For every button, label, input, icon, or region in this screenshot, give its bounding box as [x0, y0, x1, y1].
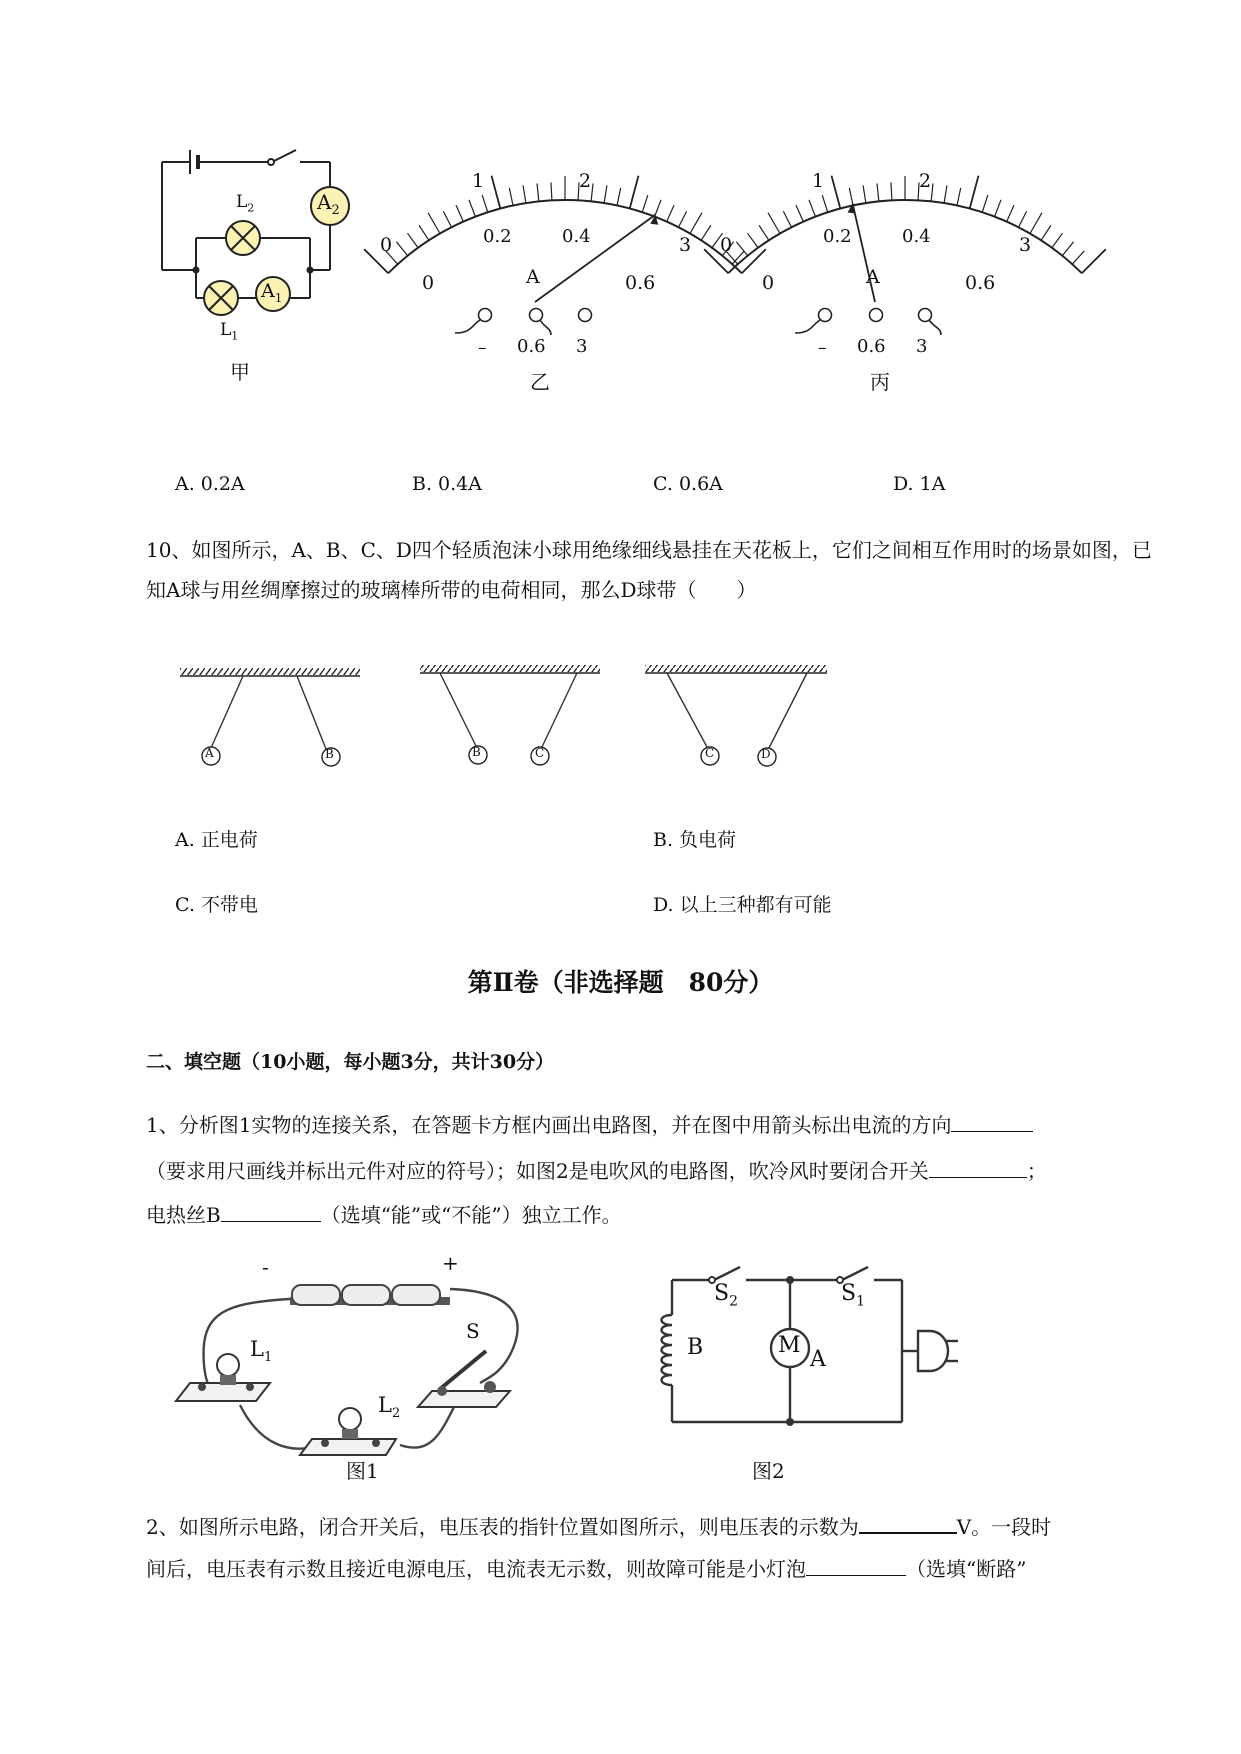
bing-tick-27 — [1052, 233, 1063, 248]
bing-terminal-0 — [819, 309, 832, 322]
bing-tick-10 — [831, 176, 840, 209]
fill-section-header: 二、填空题（10小题，每小题3分，共计30分） — [146, 1051, 555, 1073]
yi-bottom-04: 0.4 — [562, 226, 591, 247]
bing-tick-25 — [1030, 213, 1042, 234]
bing-tick-26 — [1041, 225, 1051, 240]
ball-label-d3: D — [761, 747, 771, 761]
lamp-l1-icon — [204, 281, 238, 315]
yi-terminal-06: 0.6 — [517, 336, 546, 357]
bing-top-3: 3 — [1019, 234, 1032, 256]
fig1-plus: + — [442, 1251, 459, 1275]
yi-terminal-1 — [530, 309, 543, 322]
yi-tick-4 — [419, 225, 429, 240]
bing-terminal-minus: – — [818, 338, 827, 358]
q9-option-d[interactable]: D. 1A — [893, 473, 946, 495]
yi-top-0: 0 — [380, 234, 393, 256]
q2-blank-1[interactable] — [859, 1510, 957, 1534]
yi-unit: A — [526, 266, 540, 288]
bing-terminal-3: 3 — [916, 336, 928, 357]
yi-bottom-02: 0.2 — [483, 226, 512, 247]
yi-terminal-2 — [579, 309, 592, 322]
bing-tick-21 — [982, 195, 988, 212]
bing-tick-4 — [759, 225, 769, 240]
yi-tick-21 — [642, 195, 648, 212]
bing-tick-12 — [863, 185, 866, 203]
q2-line2: 间后，电压表有示数且接近电源电压，电流表无示数，则故障可能是小灯泡 （选填“断路” — [146, 1553, 1026, 1584]
q1-line1: 1、分析图1实物的连接关系，在答题卡方框内画出电路图，并在图中用箭头标出电流的方向 — [146, 1109, 1033, 1140]
yi-tick-10 — [491, 176, 500, 209]
q10-option-d[interactable]: D. 以上三种都有可能 — [653, 894, 832, 916]
bing-tick-18 — [944, 185, 947, 203]
yi-tick-5 — [428, 213, 440, 234]
q2-blank-2[interactable] — [806, 1553, 906, 1576]
fig1-s: S — [466, 1319, 480, 1343]
fig1-l2: $L_2$ — [378, 1393, 401, 1422]
fig2-a: A — [810, 1347, 826, 1372]
lamp-l2-icon — [226, 221, 260, 255]
caption-fig1: 图1 — [346, 1459, 379, 1483]
q10-option-c[interactable]: C. 不带电 — [175, 894, 258, 916]
q10-option-b[interactable]: B. 负电荷 — [653, 829, 737, 851]
bing-terminal-06: 0.6 — [857, 336, 886, 357]
bing-tick-24 — [1018, 211, 1026, 227]
bing-terminal-1 — [870, 309, 883, 322]
fig2-m: M — [778, 1333, 801, 1358]
q2-line1: 2、如图所示电路，闭合开关后，电压表的指针位置如图所示，则电压表的示数为 V。一段时 — [146, 1510, 1051, 1542]
bing-bottom-04: 0.4 — [902, 226, 931, 247]
bing-bottom-06: 0.6 — [965, 272, 996, 294]
yi-tick-2 — [396, 242, 407, 256]
bing-tick-19 — [957, 188, 961, 206]
bing-tick-5 — [768, 213, 780, 234]
yi-bottom-0: 0 — [422, 272, 435, 294]
yi-top-2: 2 — [579, 170, 592, 192]
section2-title: 第Ⅱ卷（非选择题 80分） — [467, 968, 774, 997]
yi-tick-19 — [617, 188, 621, 206]
yi-tick-3 — [407, 233, 418, 248]
bing-top-0: 0 — [720, 234, 733, 256]
yi-tick-11 — [509, 188, 513, 206]
bing-tick-13 — [877, 183, 879, 201]
yi-terminal-minus: – — [478, 338, 487, 358]
bing-tick-20 — [970, 176, 979, 209]
yi-tick-29 — [732, 251, 744, 264]
bing-bottom-0: 0 — [762, 272, 775, 294]
q1-line2: （要求用尺画线并标出元件对应的符号）；如图2是电吹风的电路图，吹冷风时要闭合开关 ； — [146, 1155, 1047, 1186]
q9-option-c[interactable]: C. 0.6A — [653, 473, 723, 495]
bing-tick-8 — [809, 200, 815, 217]
yi-tick-17 — [591, 183, 593, 201]
bing-tick-23 — [1007, 205, 1014, 221]
yi-tick-12 — [523, 185, 526, 203]
yi-bottom-06: 0.6 — [625, 272, 656, 294]
yi-tick-18 — [604, 185, 607, 203]
l1-label: $L_1$ — [220, 320, 239, 343]
fig2-s1: $S_1$ — [841, 1281, 865, 1310]
ball-label-a1: A — [205, 746, 214, 760]
bing-tick-29 — [1072, 251, 1084, 264]
figure-bing-ammeter — [720, 150, 1105, 430]
yi-tick-14 — [551, 182, 552, 200]
yi-tick-24 — [678, 211, 686, 227]
yi-wire-06 — [540, 320, 551, 335]
yi-tick-8 — [469, 200, 475, 217]
fig1-l1: $L_1$ — [250, 1337, 273, 1366]
fig2-b: B — [687, 1335, 704, 1360]
yi-terminal-3: 3 — [576, 336, 588, 357]
a2-label: $A_2$ — [317, 190, 340, 218]
caption-jia: 甲 — [230, 360, 250, 384]
caption-yi: 乙 — [530, 370, 550, 394]
a1-label: $A_1$ — [261, 280, 283, 305]
ball-label-c3: C — [705, 746, 715, 760]
yi-tick-22 — [655, 200, 661, 217]
bing-wire-minus — [795, 320, 820, 333]
bing-top-1: 1 — [812, 170, 825, 192]
yi-tick-26 — [701, 225, 711, 240]
figure-hanging-balls — [175, 660, 855, 780]
bing-terminal-2 — [919, 309, 932, 322]
figure-2-hair-dryer-circuit — [650, 1255, 980, 1485]
q1-blank-1[interactable] — [951, 1109, 1033, 1132]
bing-tick-22 — [995, 200, 1001, 217]
fig1-minus: - — [262, 1255, 269, 1279]
figure-yi-ammeter — [380, 150, 765, 430]
bing-tick-14 — [891, 182, 892, 200]
caption-bing: 丙 — [870, 370, 890, 394]
bing-top-2: 2 — [919, 170, 932, 192]
caption-fig2: 图2 — [752, 1459, 785, 1483]
ball-label-c2: C — [535, 746, 545, 760]
yi-tick-23 — [667, 205, 674, 221]
q1-line3: 电热丝B （选填“能”或“不能”）独立工作。 — [146, 1199, 622, 1230]
yi-tick-7 — [456, 205, 463, 221]
q1-blank-3[interactable] — [221, 1199, 321, 1222]
bing-tick-11 — [849, 188, 853, 206]
yi-tick-13 — [537, 183, 539, 201]
bing-tick-28 — [1062, 242, 1073, 256]
q10-option-a[interactable]: A. 正电荷 — [175, 829, 258, 851]
q10-text: 10、如图所示，A、B、C、D四个轻质泡沫小球用绝缘细线悬挂在天花板上，它们之间相互作用时的场景如图，已知A球与用丝绸摩擦过的玻璃棒所带的电荷相同，那么D球带（ ） — [146, 538, 1152, 602]
yi-tick-6 — [443, 211, 451, 227]
bing-tick-7 — [796, 205, 803, 221]
bing-tick-30 — [1082, 249, 1106, 273]
yi-terminal-0 — [479, 309, 492, 322]
l2-label: $L_2$ — [236, 192, 255, 215]
yi-tick-9 — [482, 195, 488, 212]
yi-tick-25 — [690, 213, 702, 234]
q9-option-b[interactable]: B. 0.4A — [412, 473, 482, 495]
yi-top-3: 3 — [679, 234, 692, 256]
bing-unit: A — [866, 266, 880, 288]
yi-top-1: 1 — [472, 170, 485, 192]
bing-tick-6 — [783, 211, 791, 227]
bing-tick-9 — [822, 195, 828, 212]
figure-jia-circuit — [150, 140, 370, 390]
bing-bottom-02: 0.2 — [823, 226, 852, 247]
yi-tick-20 — [630, 176, 639, 209]
q1-blank-2[interactable] — [929, 1155, 1027, 1178]
bing-tick-17 — [931, 183, 933, 201]
ball-label-b2: B — [472, 745, 481, 759]
fig2-s2: $S_2$ — [714, 1281, 738, 1310]
ball-label-b1: B — [325, 747, 334, 761]
figure-1-real-circuit — [180, 1251, 560, 1485]
yi-wire-minus — [455, 320, 480, 333]
q9-option-a[interactable]: A. 0.2A — [175, 473, 245, 495]
bing-wire-3 — [929, 320, 941, 335]
